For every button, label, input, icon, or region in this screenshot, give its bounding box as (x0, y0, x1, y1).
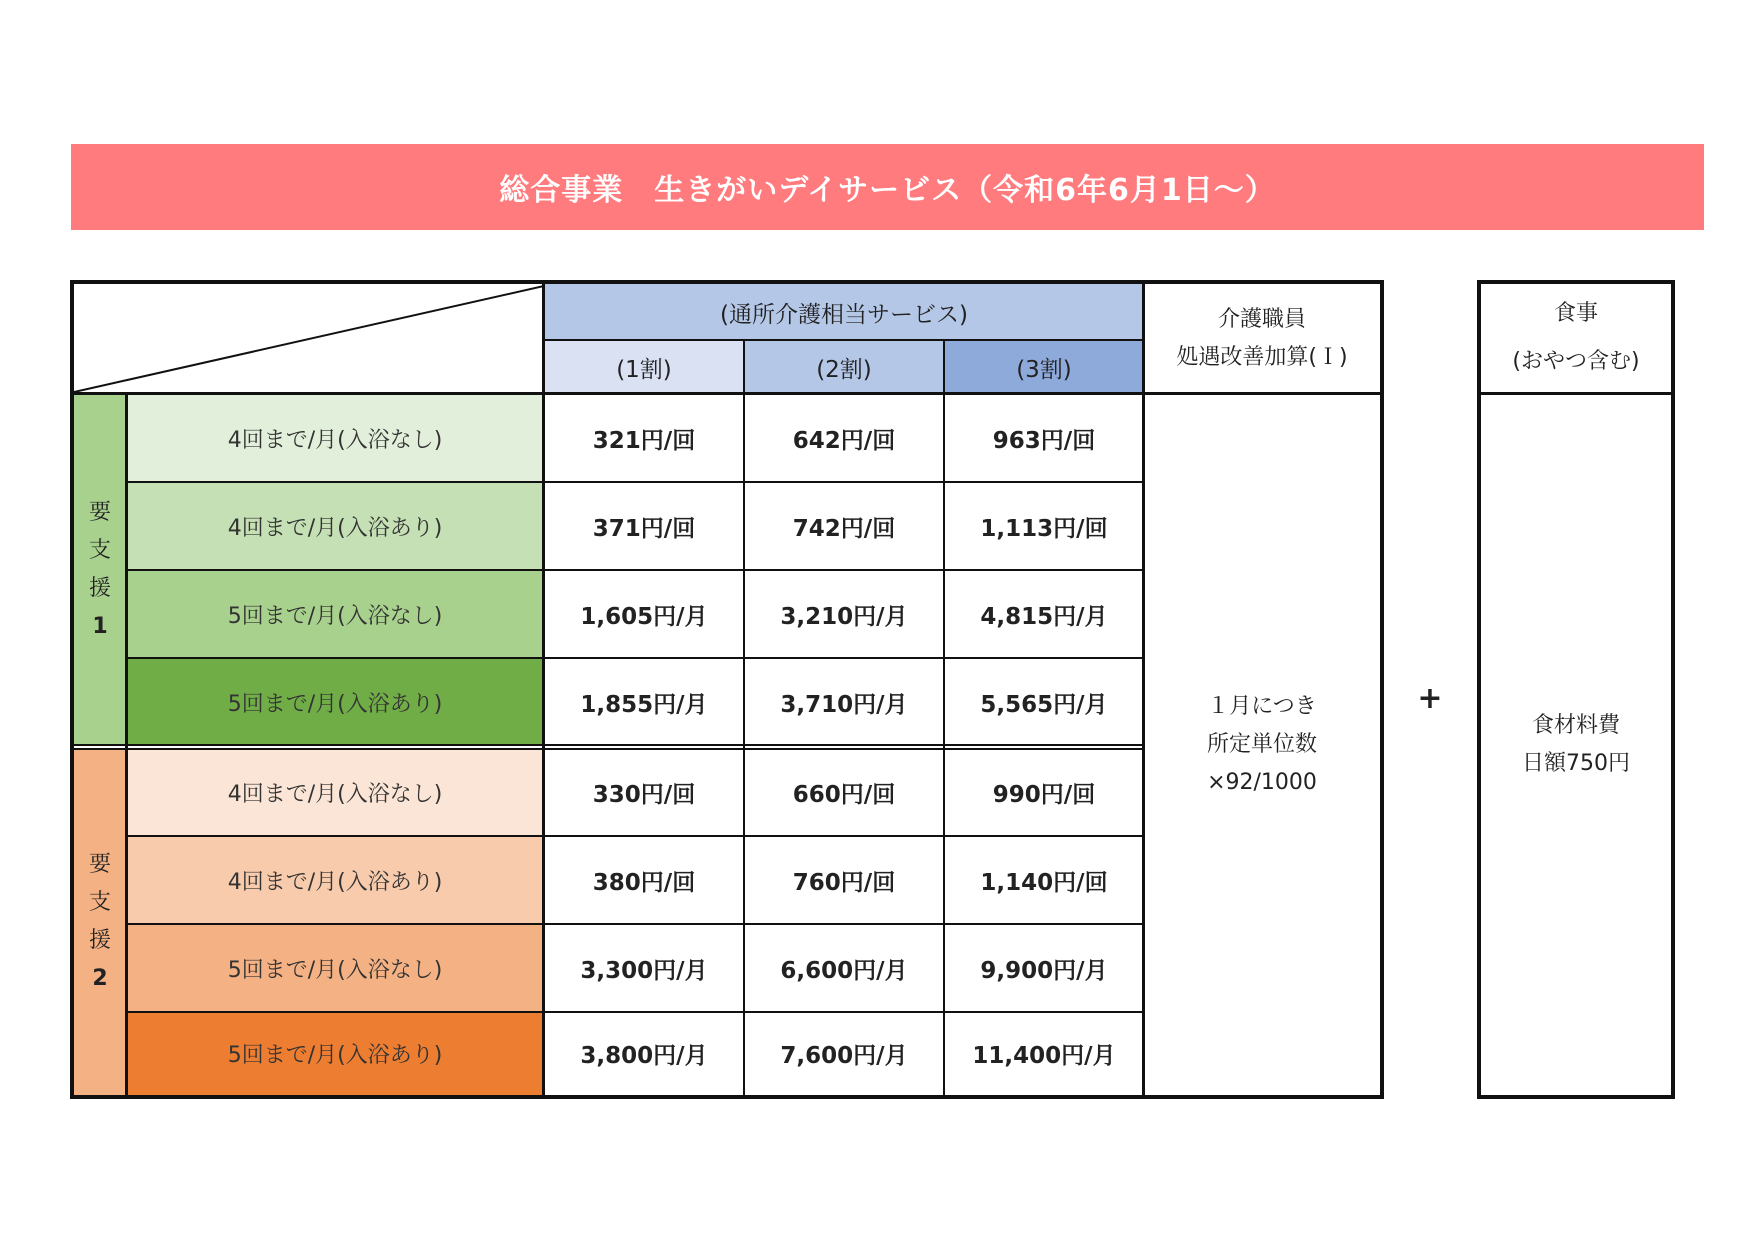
group-1-char-1: 要 (88, 500, 111, 525)
price-cell (544, 748, 744, 836)
row-label (126, 836, 544, 924)
price-text: 760円/回 (792, 869, 896, 896)
row-label-text: 4回まで/月(入浴なし) (227, 427, 443, 453)
price-cell (944, 570, 1144, 658)
price-cell (944, 748, 1144, 836)
row-divider (126, 835, 1144, 837)
header-ratio-1-label: (1割) (616, 356, 672, 383)
group-2-char-1: 要 (88, 851, 111, 877)
price-cell (544, 836, 744, 924)
price-cell (544, 570, 744, 658)
row-label (126, 748, 544, 836)
header-ratio-3-label: (3割) (1016, 356, 1072, 383)
pricing-table (70, 280, 1384, 1099)
price-cell (544, 1012, 744, 1095)
row-label (126, 394, 544, 482)
group-divider-top (74, 744, 1144, 746)
price-text: 990円/回 (992, 781, 1096, 808)
col-divider-ratio-1 (743, 340, 745, 1095)
price-cell (744, 836, 944, 924)
price-cell (744, 658, 944, 746)
price-text: 660円/回 (792, 781, 896, 808)
price-cell (944, 924, 1144, 1012)
plus-text: + (1417, 680, 1443, 716)
price-cell (944, 1012, 1144, 1095)
group-2-char-2: 支 (88, 889, 111, 915)
price-text: 1,113円/回 (980, 515, 1108, 542)
addition-cell (1144, 394, 1380, 1095)
header-divider (74, 392, 1380, 395)
corner-cell (74, 284, 544, 394)
page-title: 総合事業 生きがいデイサービス（令和6年6月1日～） (499, 173, 1276, 208)
meal-header-line1: 食事 (1553, 301, 1598, 326)
row-divider (126, 657, 1144, 659)
price-text: 7,600円/月 (780, 1043, 908, 1069)
row-label-text: 4回まで/月(入浴なし) (227, 781, 443, 807)
group-1-number: 1 (92, 614, 108, 639)
group-1-char-3: 援 (88, 576, 111, 601)
price-cell (744, 748, 944, 836)
meal-line1: 食材料費 (1531, 713, 1620, 738)
row-label-text: 4回まで/月(入浴あり) (227, 869, 443, 895)
price-text: 1,605円/月 (580, 603, 708, 630)
addition-line2: 所定単位数 (1206, 731, 1317, 757)
row-divider (126, 569, 1144, 571)
col-divider-addition (1142, 284, 1145, 1095)
price-cell (544, 482, 744, 570)
price-text: 6,600円/月 (780, 957, 908, 984)
price-cell (744, 924, 944, 1012)
header-service (544, 284, 1144, 340)
page-title-banner (71, 144, 1704, 230)
price-cell (744, 394, 944, 482)
price-text: 371円/回 (592, 515, 696, 542)
price-cell (944, 482, 1144, 570)
corner-diagonal (74, 284, 544, 394)
price-text: 1,140円/回 (980, 869, 1108, 896)
price-text: 3,300円/月 (580, 957, 708, 984)
price-text: 380円/回 (592, 869, 696, 896)
meal-table (1477, 280, 1675, 1099)
price-text: 642円/回 (792, 427, 896, 454)
row-label-text: 5回まで/月(入浴なし) (227, 957, 443, 983)
price-text: 1,855円/月 (580, 691, 708, 718)
row-label-text: 5回まで/月(入浴なし) (227, 603, 443, 629)
addition-line3: ×92/1000 (1207, 769, 1317, 795)
row-label (126, 658, 544, 746)
price-text: 9,900円/月 (980, 957, 1108, 984)
plus-sign (1410, 678, 1450, 718)
price-text: 321円/回 (592, 427, 696, 454)
price-cell (544, 658, 744, 746)
header-ratio-1 (544, 340, 744, 394)
header-ratio-2 (744, 340, 944, 394)
group-divider-bottom (74, 748, 1144, 750)
meal-header (1481, 284, 1671, 392)
addition-line1: １月につき (1207, 693, 1317, 719)
group-2-char-3: 援 (88, 927, 111, 953)
row-label (126, 570, 544, 658)
price-cell (544, 394, 744, 482)
group-1-char-2: 支 (88, 538, 111, 563)
row-label (126, 924, 544, 1012)
price-text: 742円/回 (792, 515, 896, 542)
price-text: 330円/回 (592, 781, 696, 808)
row-label-text: 5回まで/月(入浴あり) (227, 1043, 443, 1068)
group-2-number: 2 (92, 965, 108, 991)
row-label-text: 4回まで/月(入浴あり) (227, 515, 443, 541)
price-cell (744, 482, 944, 570)
price-cell (544, 924, 744, 1012)
price-text: 3,210円/月 (780, 603, 908, 630)
group-2-label (74, 748, 126, 1095)
price-cell (744, 1012, 944, 1095)
col-divider-ratio-2 (943, 340, 945, 1095)
header-addition-line2: 処遇改善加算(Ｉ) (1176, 345, 1348, 370)
row-label-text: 5回まで/月(入浴あり) (227, 691, 443, 717)
header-addition (1144, 284, 1380, 394)
price-text: 3,710円/月 (780, 691, 908, 718)
price-cell (744, 570, 944, 658)
row-label (126, 1012, 544, 1095)
price-cell (944, 836, 1144, 924)
price-text: 963円/回 (992, 427, 1096, 454)
header-ratio-3 (944, 340, 1144, 394)
header-ratio-2-label: (2割) (816, 356, 872, 383)
meal-header-line2: (おやつ含む) (1512, 349, 1640, 374)
group-1-label (74, 394, 126, 746)
row-divider (126, 481, 1144, 483)
price-text: 3,800円/月 (580, 1043, 708, 1069)
price-cell (944, 394, 1144, 482)
price-text: 11,400円/月 (972, 1043, 1116, 1069)
header-subdivider (544, 339, 1144, 341)
meal-cell (1481, 395, 1671, 1095)
price-cell (944, 658, 1144, 746)
row-divider (126, 1011, 1144, 1013)
price-text: 5,565円/月 (980, 691, 1108, 718)
header-addition-line1: 介護職員 (1217, 307, 1306, 332)
header-service-label: (通所介護相当サービス) (720, 301, 968, 328)
col-divider-labels (542, 284, 545, 1095)
row-divider (126, 923, 1144, 925)
row-label (126, 482, 544, 570)
meal-line2: 日額750円 (1522, 751, 1630, 776)
price-text: 4,815円/月 (980, 603, 1108, 630)
